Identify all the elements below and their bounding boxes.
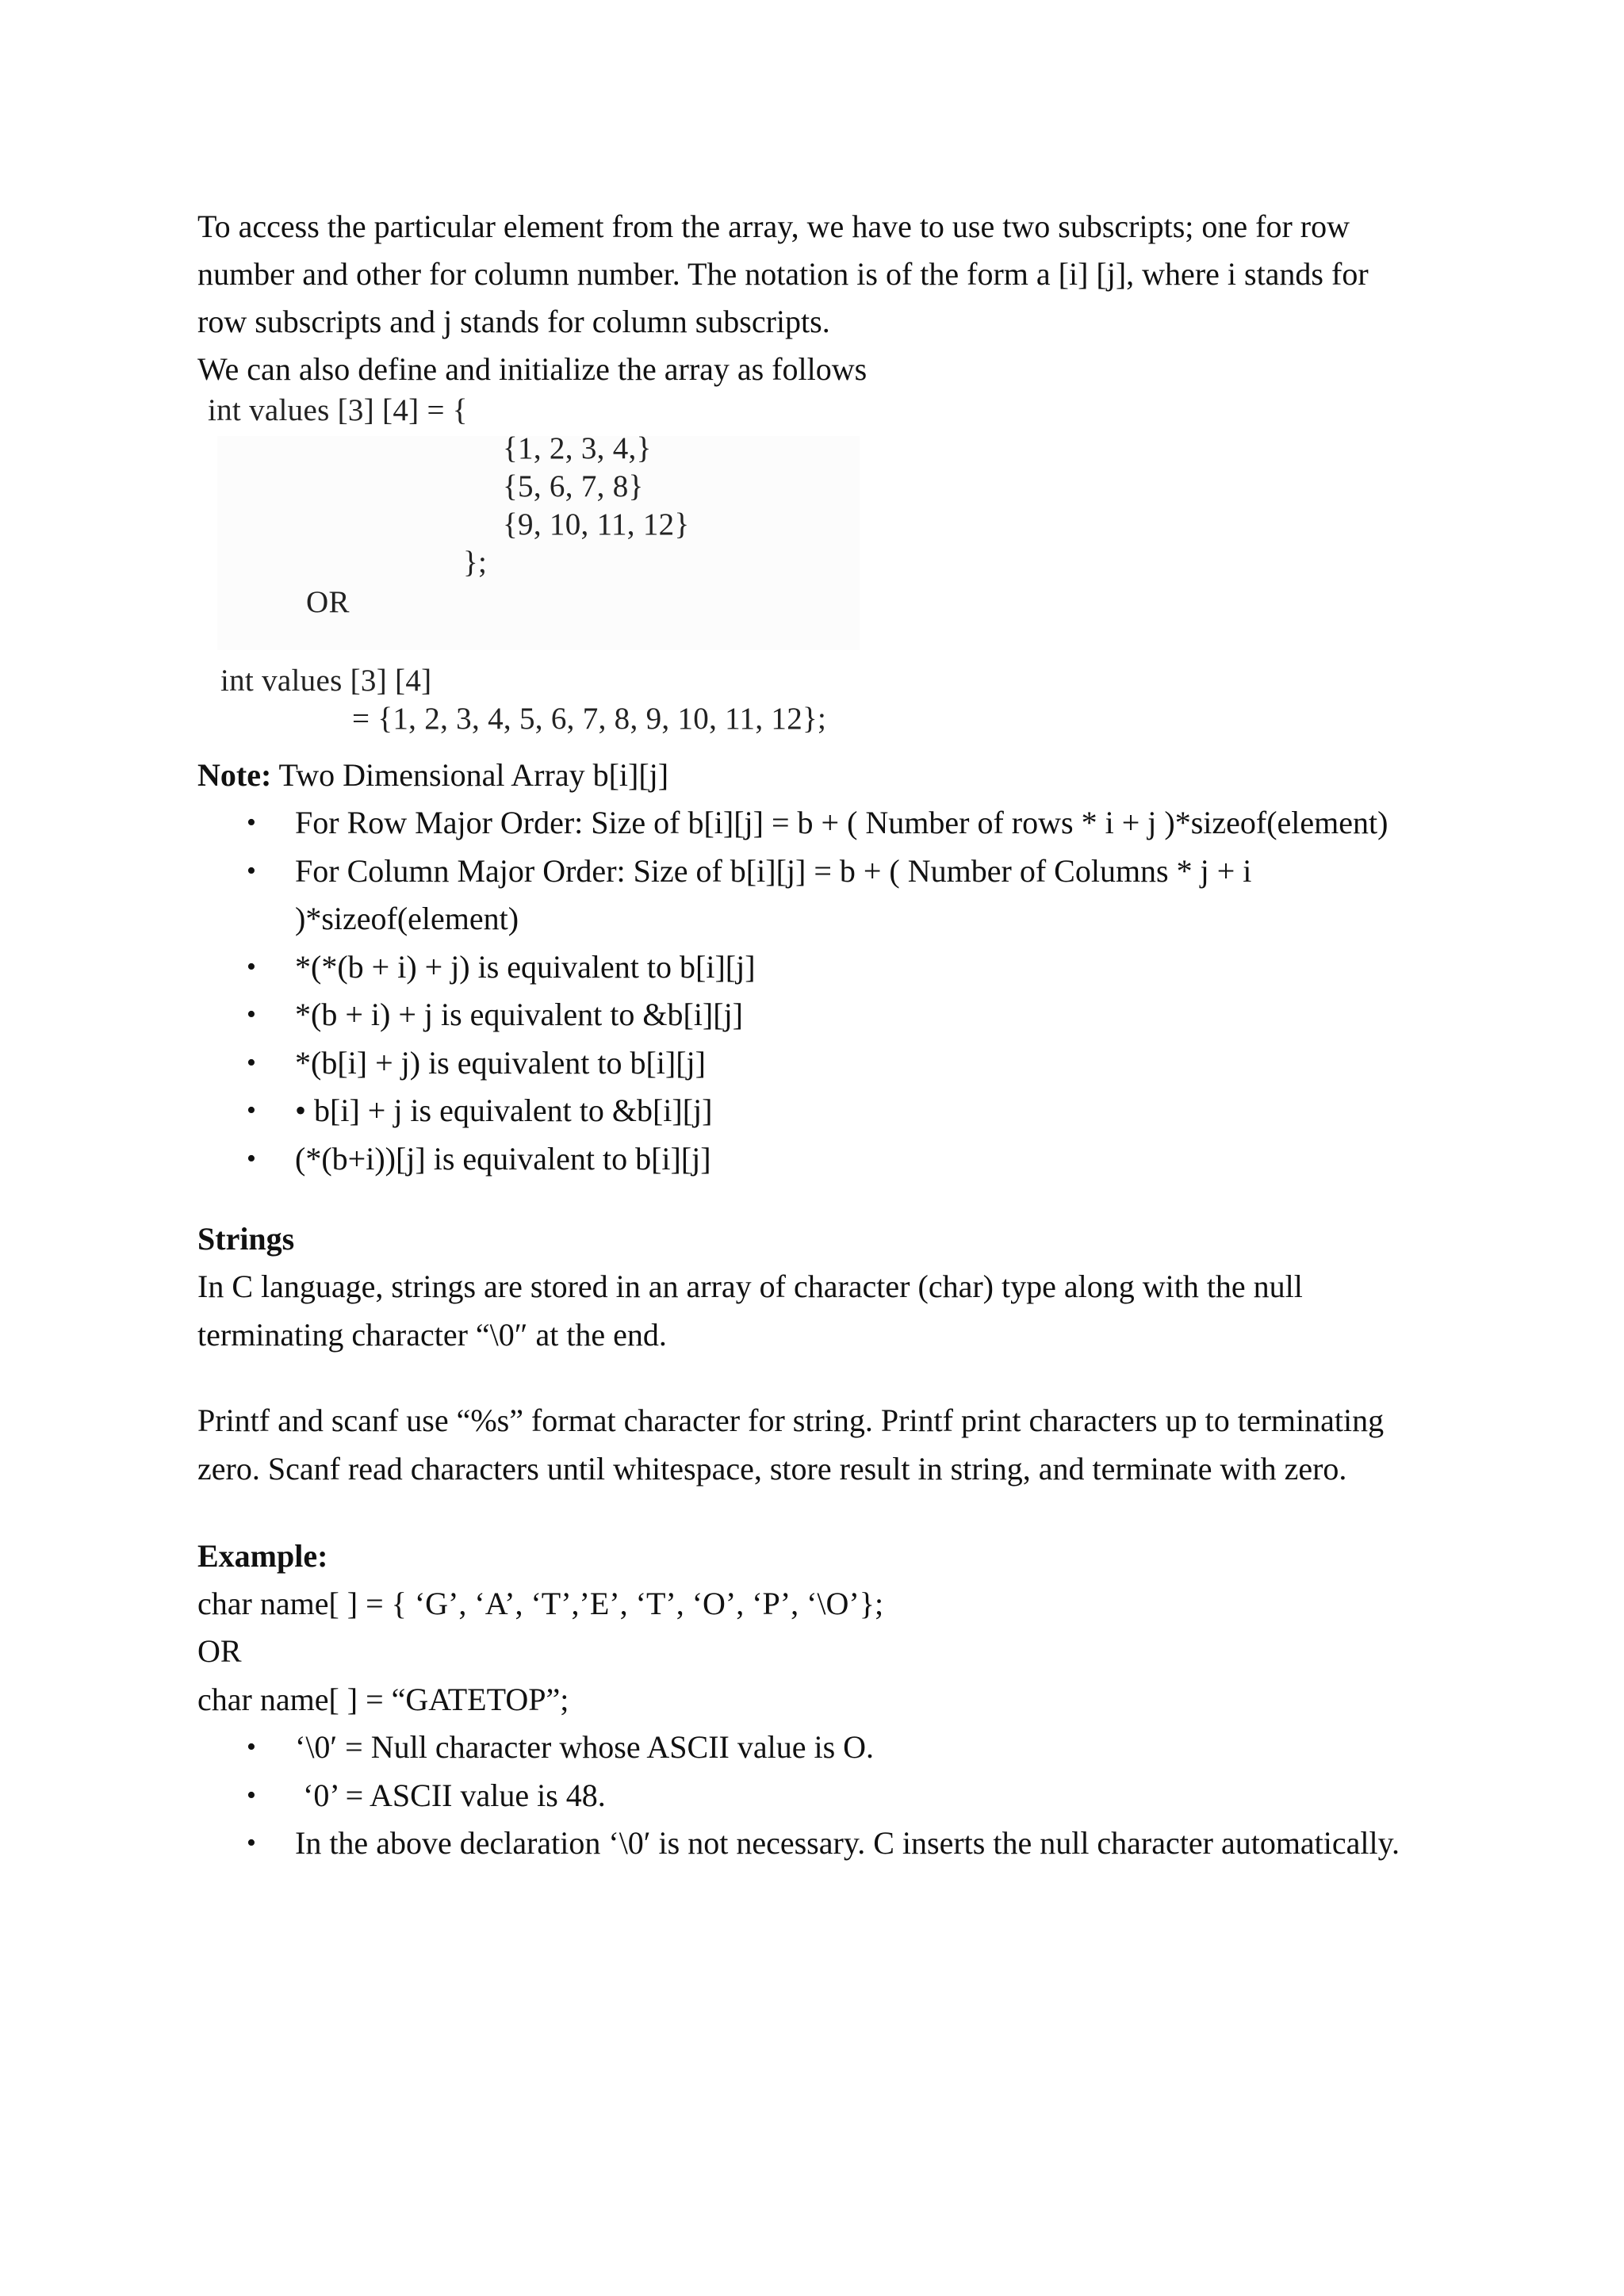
list-item xyxy=(197,799,1450,848)
code-line-alt-values: = {1, 2, 3, 4, 5, 6, 7, 8, 9, 10, 11, 12}; xyxy=(352,702,827,736)
note-bullet-list xyxy=(197,799,1450,1183)
intro-line-4: We can also define and initialize the array as follows xyxy=(197,351,868,387)
code-line-declaration: int values [3] [4] = { xyxy=(208,393,468,427)
list-item xyxy=(197,1039,1450,1088)
list-item xyxy=(197,1772,1450,1820)
bullet-icon: • xyxy=(247,1047,256,1077)
example-bullet-text: ‘\0′ = Null character whose ASCII value is O. xyxy=(295,1729,875,1765)
intro-line-3: row subscripts and j stands for column subscripts. xyxy=(197,304,830,339)
note-bullet-text: For Row Major Order: Size of b[i][j] = b + ( Number of rows * i + j )*sizeof(element) xyxy=(295,805,1388,840)
code-line-row-3: {9, 10, 11, 12} xyxy=(503,507,690,541)
note-line xyxy=(197,751,668,799)
bullet-icon: • xyxy=(247,855,256,886)
example-code-line-2: char name[ ] = “GATETOP”; xyxy=(197,1682,569,1717)
example-bullet-text: In the above declaration ‘\0′ is not necessary. C inserts the null character automatically. xyxy=(295,1825,1400,1861)
note-bullet-text: *(b + i) + j is equivalent to &b[i][j] xyxy=(295,997,743,1032)
code-line-alt-declaration: int values [3] [4] xyxy=(220,664,432,698)
list-item xyxy=(197,1820,1450,1868)
strings-heading: Strings xyxy=(197,1221,295,1257)
example-bullet-text: ‘0’ = ASCII value is 48. xyxy=(295,1777,606,1813)
note-bullet-text: • b[i] + j is equivalent to &b[i][j] xyxy=(295,1093,713,1128)
bullet-icon: • xyxy=(247,1732,256,1762)
code-line-row-2: {5, 6, 7, 8} xyxy=(503,469,644,503)
strings-paragraph-1: In C language, strings are stored in an array of character (char) type along with the null terminating character “\0″ at the end. xyxy=(197,1269,1303,1353)
bullet-icon: • xyxy=(247,1096,256,1125)
list-item xyxy=(197,991,1450,1039)
bullet-icon: • xyxy=(247,951,256,982)
note-label: Note: xyxy=(197,757,272,793)
note-bullet-text: *(*(b + i) + j) is equivalent to b[i][j] xyxy=(295,948,756,985)
code-line-close: }; xyxy=(463,545,488,580)
note-bullet-text: (*(b+i))[j] is equivalent to b[i][j] xyxy=(295,1140,711,1177)
list-item xyxy=(197,848,1450,943)
bullet-icon: • xyxy=(247,808,256,837)
strings-paragraph-2: Printf and scanf use “%s” format character for string. Printf print characters up to terminating zero. Scanf read characters until whitespace, store result in string, and terminate with zero. xyxy=(197,1402,1385,1487)
example-bullet-list xyxy=(197,1724,1450,1868)
bullet-icon: • xyxy=(247,1143,256,1173)
list-item xyxy=(197,1087,1450,1135)
code-or-label: OR xyxy=(306,585,350,619)
intro-line-2: number and other for column number. The notation is of the form a [i] [j], where i stands for xyxy=(197,256,1369,292)
code-sample-image xyxy=(201,388,860,745)
code-line-row-1: {1, 2, 3, 4,} xyxy=(503,431,652,465)
list-item xyxy=(197,1135,1450,1184)
note-text: Two Dimensional Array b[i][j] xyxy=(271,757,669,793)
example-code-line-1: char name[ ] = { ‘G’, ‘A’, ‘T’,’E’, ‘T’, ‘O’, ‘P’, ‘\O’}; xyxy=(197,1586,884,1621)
intro-line-1: To access the particular element from the array, we have to use two subscripts; one for row xyxy=(197,209,1350,244)
note-bullet-text: For Column Major Order: Size of b[i][j] = b + ( Number of Columns * j + i )*sizeof(element) xyxy=(295,852,1252,936)
note-bullet-text: *(b[i] + j) is equivalent to b[i][j] xyxy=(295,1044,706,1081)
example-heading: Example: xyxy=(197,1538,328,1574)
example-or-label: OR xyxy=(197,1633,242,1669)
bullet-icon: • xyxy=(247,1780,256,1810)
bullet-icon: • xyxy=(247,1000,256,1029)
list-item xyxy=(197,1724,1450,1772)
list-item xyxy=(197,943,1450,992)
bullet-icon: • xyxy=(247,1828,256,1858)
